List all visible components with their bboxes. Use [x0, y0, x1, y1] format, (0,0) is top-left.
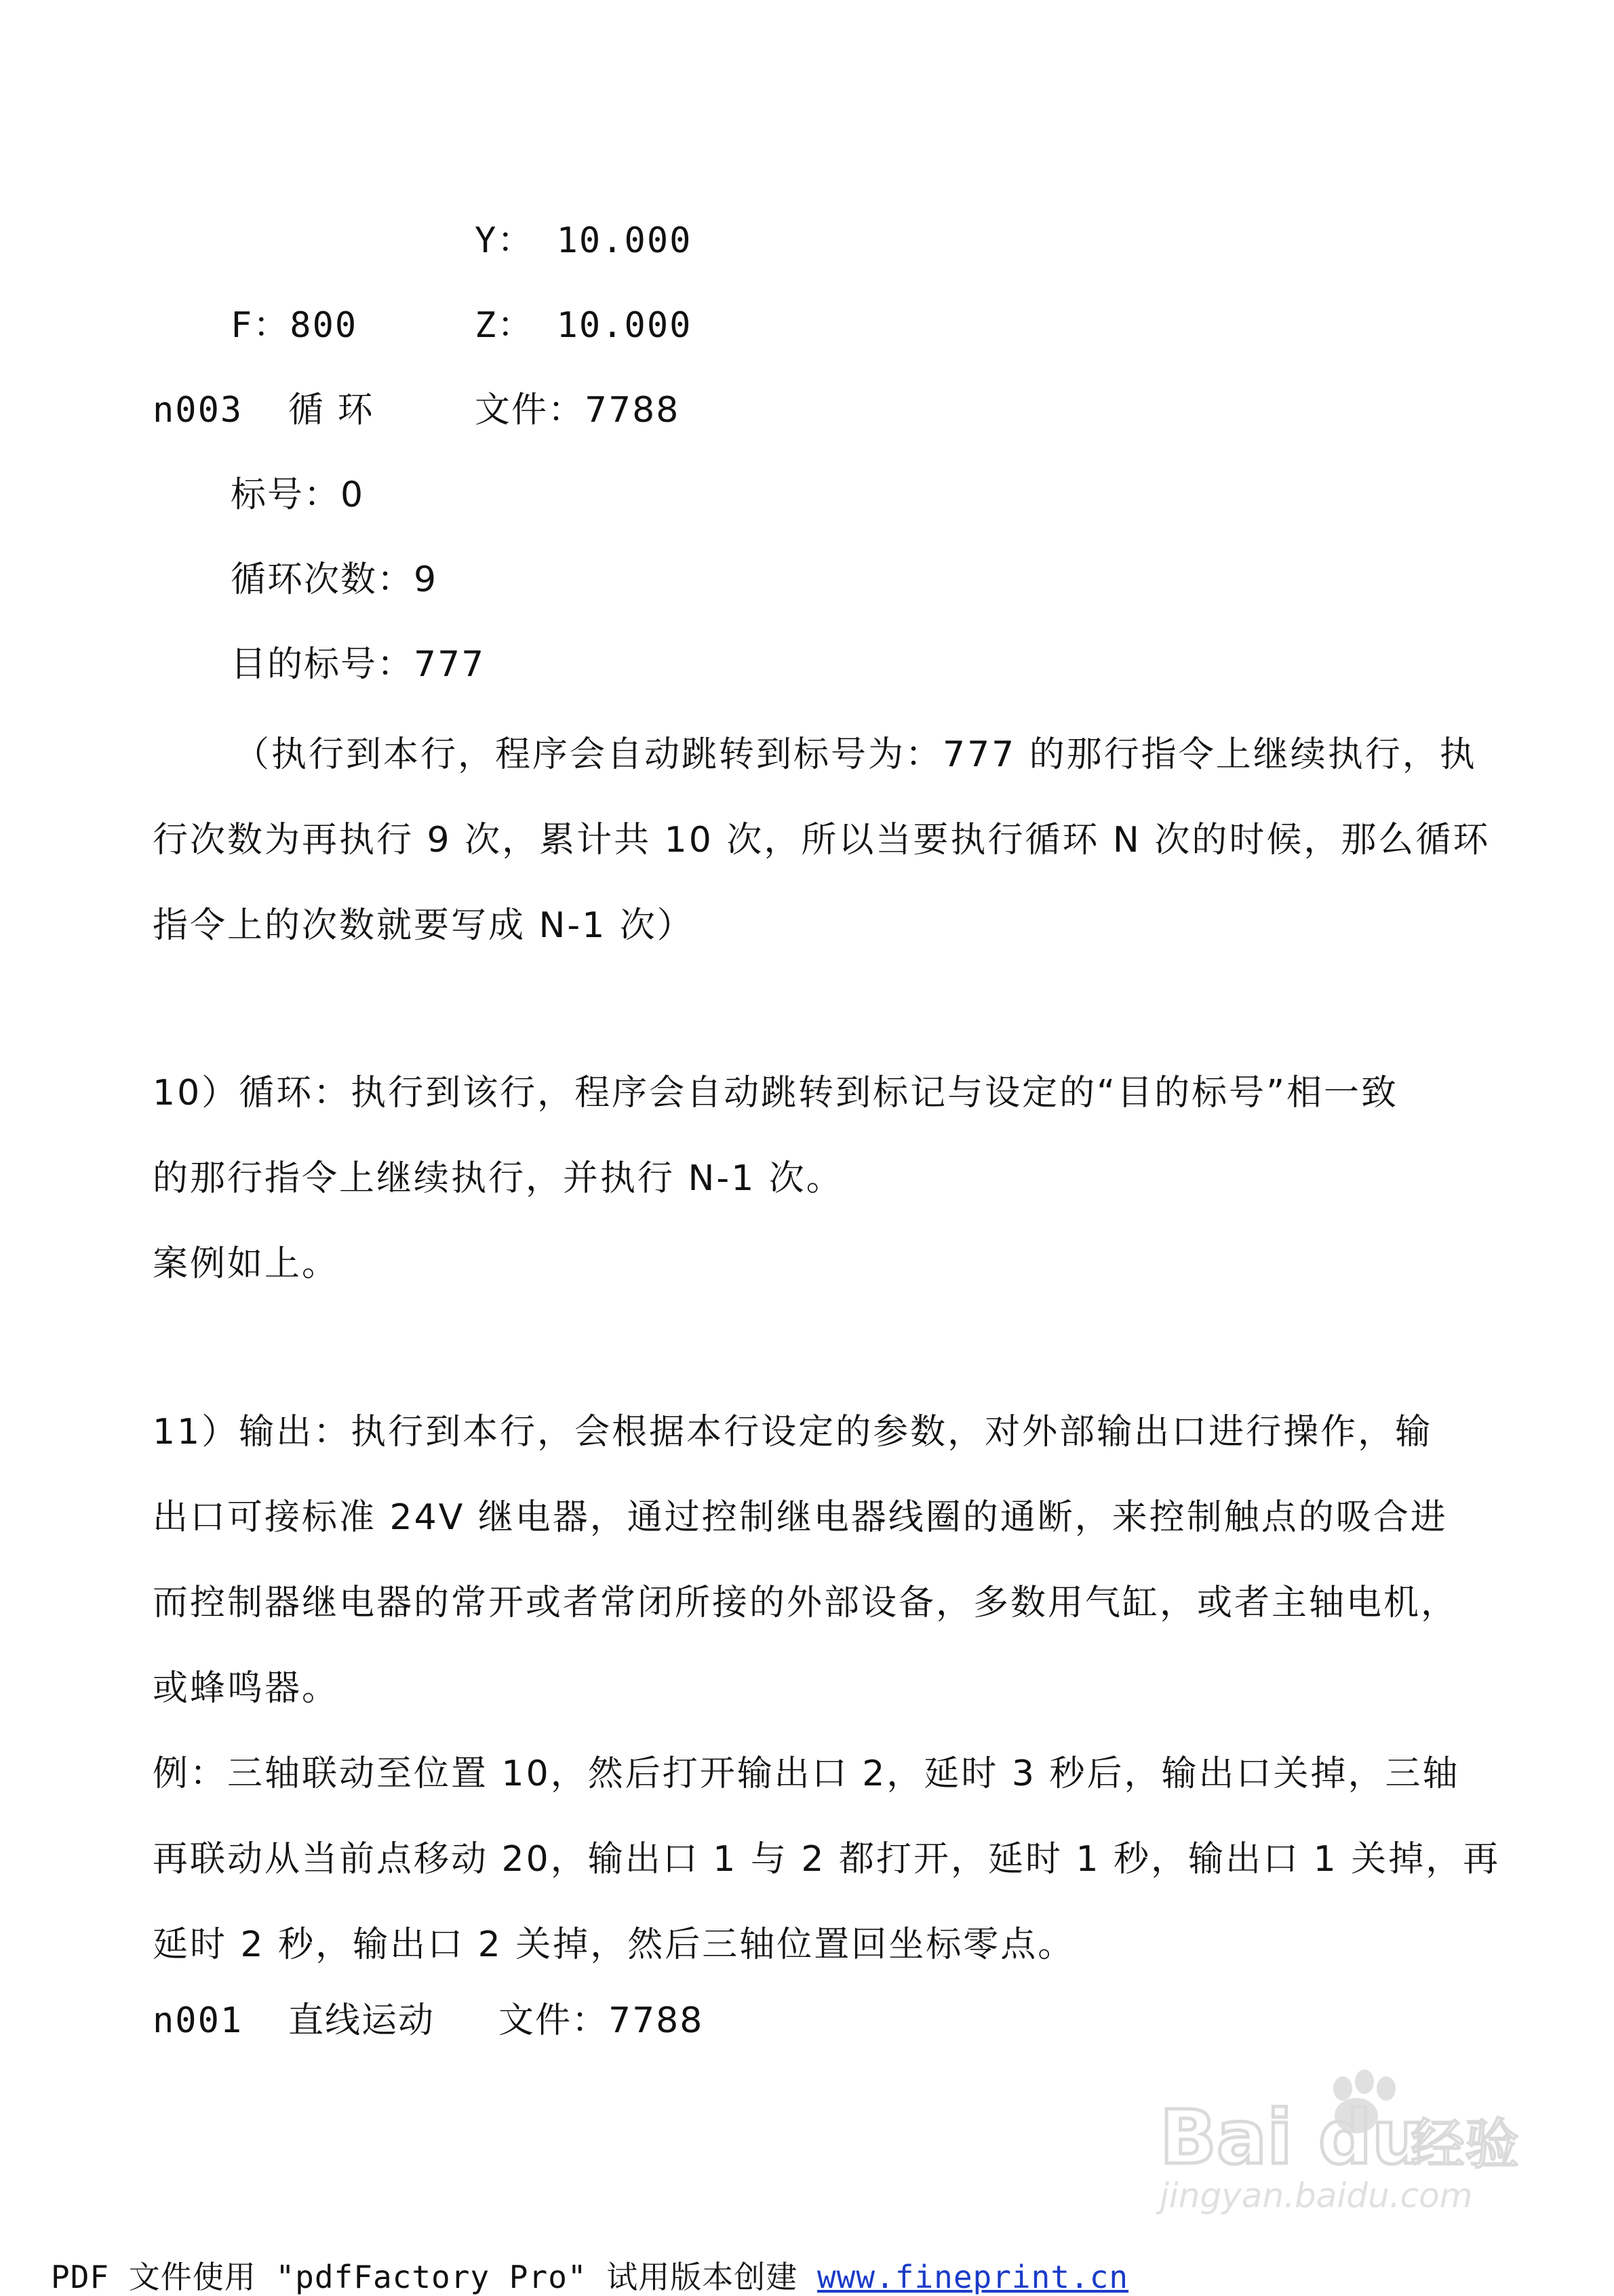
n003-file: 文件：7788: [475, 390, 680, 431]
watermark-url: jingyan.baidu.com: [1160, 2176, 1473, 2215]
loop-count: 循环次数：9: [231, 559, 438, 600]
paragraph-line: 11）输出：执行到本行，会根据本行设定的参数，对外部输出口进行操作，输: [153, 1412, 1433, 1452]
n001-number: n001: [153, 2000, 243, 2041]
n001-file: 文件：7788: [498, 2000, 704, 2041]
footer-text: PDF 文件使用 "pdfFactory Pro" 试用版本创建: [51, 2259, 817, 2295]
paragraph-line: 案例如上。: [153, 1244, 340, 1284]
note-line: 指令上的次数就要写成 N-1 次）: [153, 905, 694, 946]
watermark-brand: Bai du: [1160, 2094, 1425, 2181]
section-11-output: [153, 1389, 1501, 1987]
y-coordinate: Y： 10.000: [475, 220, 692, 261]
paragraph-line: 延时 2 秒，输出口 2 关掉，然后三轴位置回坐标零点。: [153, 1924, 1076, 1965]
paragraph-line: 出口可接标准 24V 继电器，通过控制继电器线圈的通断，来控制触点的吸合进: [153, 1497, 1448, 1538]
watermark-brand-cn: 经验: [1411, 2113, 1519, 2176]
n001-command: 直线运动: [288, 2000, 435, 2041]
paragraph-line: 或蜂鸣器。: [153, 1668, 340, 1709]
paragraph-line: 10）循环：执行到该行，程序会自动跳转到标记与设定的“目的标号”相一致: [153, 1073, 1399, 1113]
paragraph-line: 例：三轴联动至位置 10，然后打开输出口 2，延时 3 秒后，输出口关掉，三轴: [153, 1754, 1460, 1794]
feed-rate: F：800: [231, 305, 358, 346]
n003-number: n003: [153, 390, 243, 431]
section-10-loop: [153, 1050, 1482, 1307]
baidu-jingyan-watermark: [1153, 2061, 1533, 2217]
paragraph-line: 而控制器继电器的常开或者常闭所接的外部设备，多数用气缸，或者主轴电机，: [153, 1583, 1459, 1623]
footer-link[interactable]: www.fineprint.cn: [816, 2259, 1129, 2295]
target-label: 目的标号：777: [231, 644, 486, 685]
paragraph-line: 的那行指令上继续执行，并执行 N-1 次。: [153, 1158, 844, 1199]
z-coordinate: Z： 10.000: [475, 305, 692, 346]
loop-note: [153, 712, 1491, 968]
n003-command: 循 环: [288, 390, 374, 431]
pdf-footer: [51, 2258, 1128, 2296]
paragraph-line: 再联动从当前点移动 20，输出口 1 与 2 都打开，延时 1 秒，输出口 1 关掉，再: [153, 1839, 1501, 1880]
note-line: 行次数为再执行 9 次，累计共 10 次，所以当要执行循环 N 次的时候，那么循环: [153, 820, 1491, 860]
label-number: 标号：0: [231, 475, 365, 515]
note-line: （执行到本行，程序会自动跳转到标号为：777 的那行指令上继续执行，执: [234, 734, 1477, 775]
